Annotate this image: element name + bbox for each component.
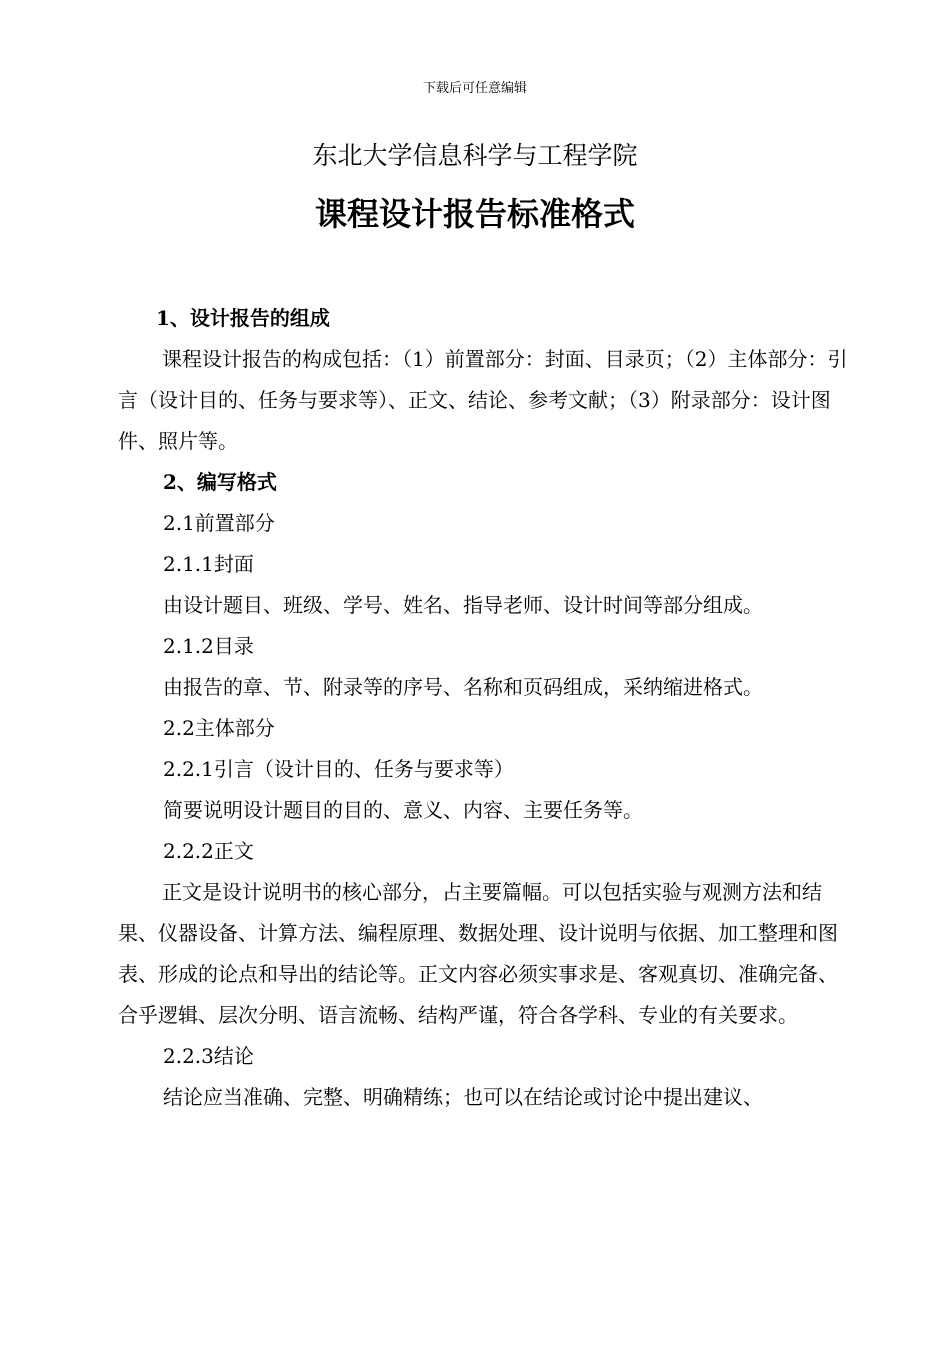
section-2-1-heading: 2.1前置部分 [163,511,275,535]
document-body [118,298,853,1118]
section-2-2-heading: 2.2主体部分 [163,716,275,740]
section-1-heading: 1、设计报告的组成 [156,306,330,330]
section-2-2-3-heading: 2.2.3结论 [163,1044,254,1068]
section-2-2-1-text: 简要说明设计题目的目的、意义、内容、主要任务等。 [163,798,643,822]
school-name: 东北大学信息科学与工程学院 [312,141,638,170]
section-2-2-3-text: 结论应当准确、完整、明确精练；也可以在结论或讨论中提出建议、 [163,1085,763,1109]
section-2-1-2-text: 由报告的章、节、附录等的序号、名称和页码组成，采纳缩进格式。 [163,675,763,699]
header-note: 下载后可任意编辑 [422,81,527,96]
section-2-2-2-text: 正文是设计说明书的核心部分，占主要篇幅。可以包括实验与观测方法和结果、仪器设备、计算方法、编程原理、数据处理、设计说明与依据、加工整理和图表、形成的论点和导出的结论等。正文内容必须实事求是、客观真切、准确完备、合乎逻辑、层次分明、语言流畅、结构严谨，符合各学科、专业的有关要求。 [118,880,838,1027]
section-2-1-1-heading: 2.1.1封面 [163,552,254,576]
document-title: 课程设计报告标准格式 [314,195,635,233]
section-2-heading: 2、编写格式 [163,470,277,494]
section-2-1-2-heading: 2.1.2目录 [163,634,254,658]
section-2-2-2-heading: 2.2.2正文 [163,839,254,863]
section-2-1-1-text: 由设计题目、班级、学号、姓名、指导老师、设计时间等部分组成。 [163,593,763,617]
section-1-paragraph: 课程设计报告的构成包括：（1）前置部分：封面、目录页；（2）主体部分：引言（设计目的、任务与要求等）、正文、结论、参考文献；（3）附录部分：设计图件、照片等。 [118,347,848,453]
section-2-2-1-heading: 2.2.1引言（设计目的、任务与要求等） [163,757,514,781]
